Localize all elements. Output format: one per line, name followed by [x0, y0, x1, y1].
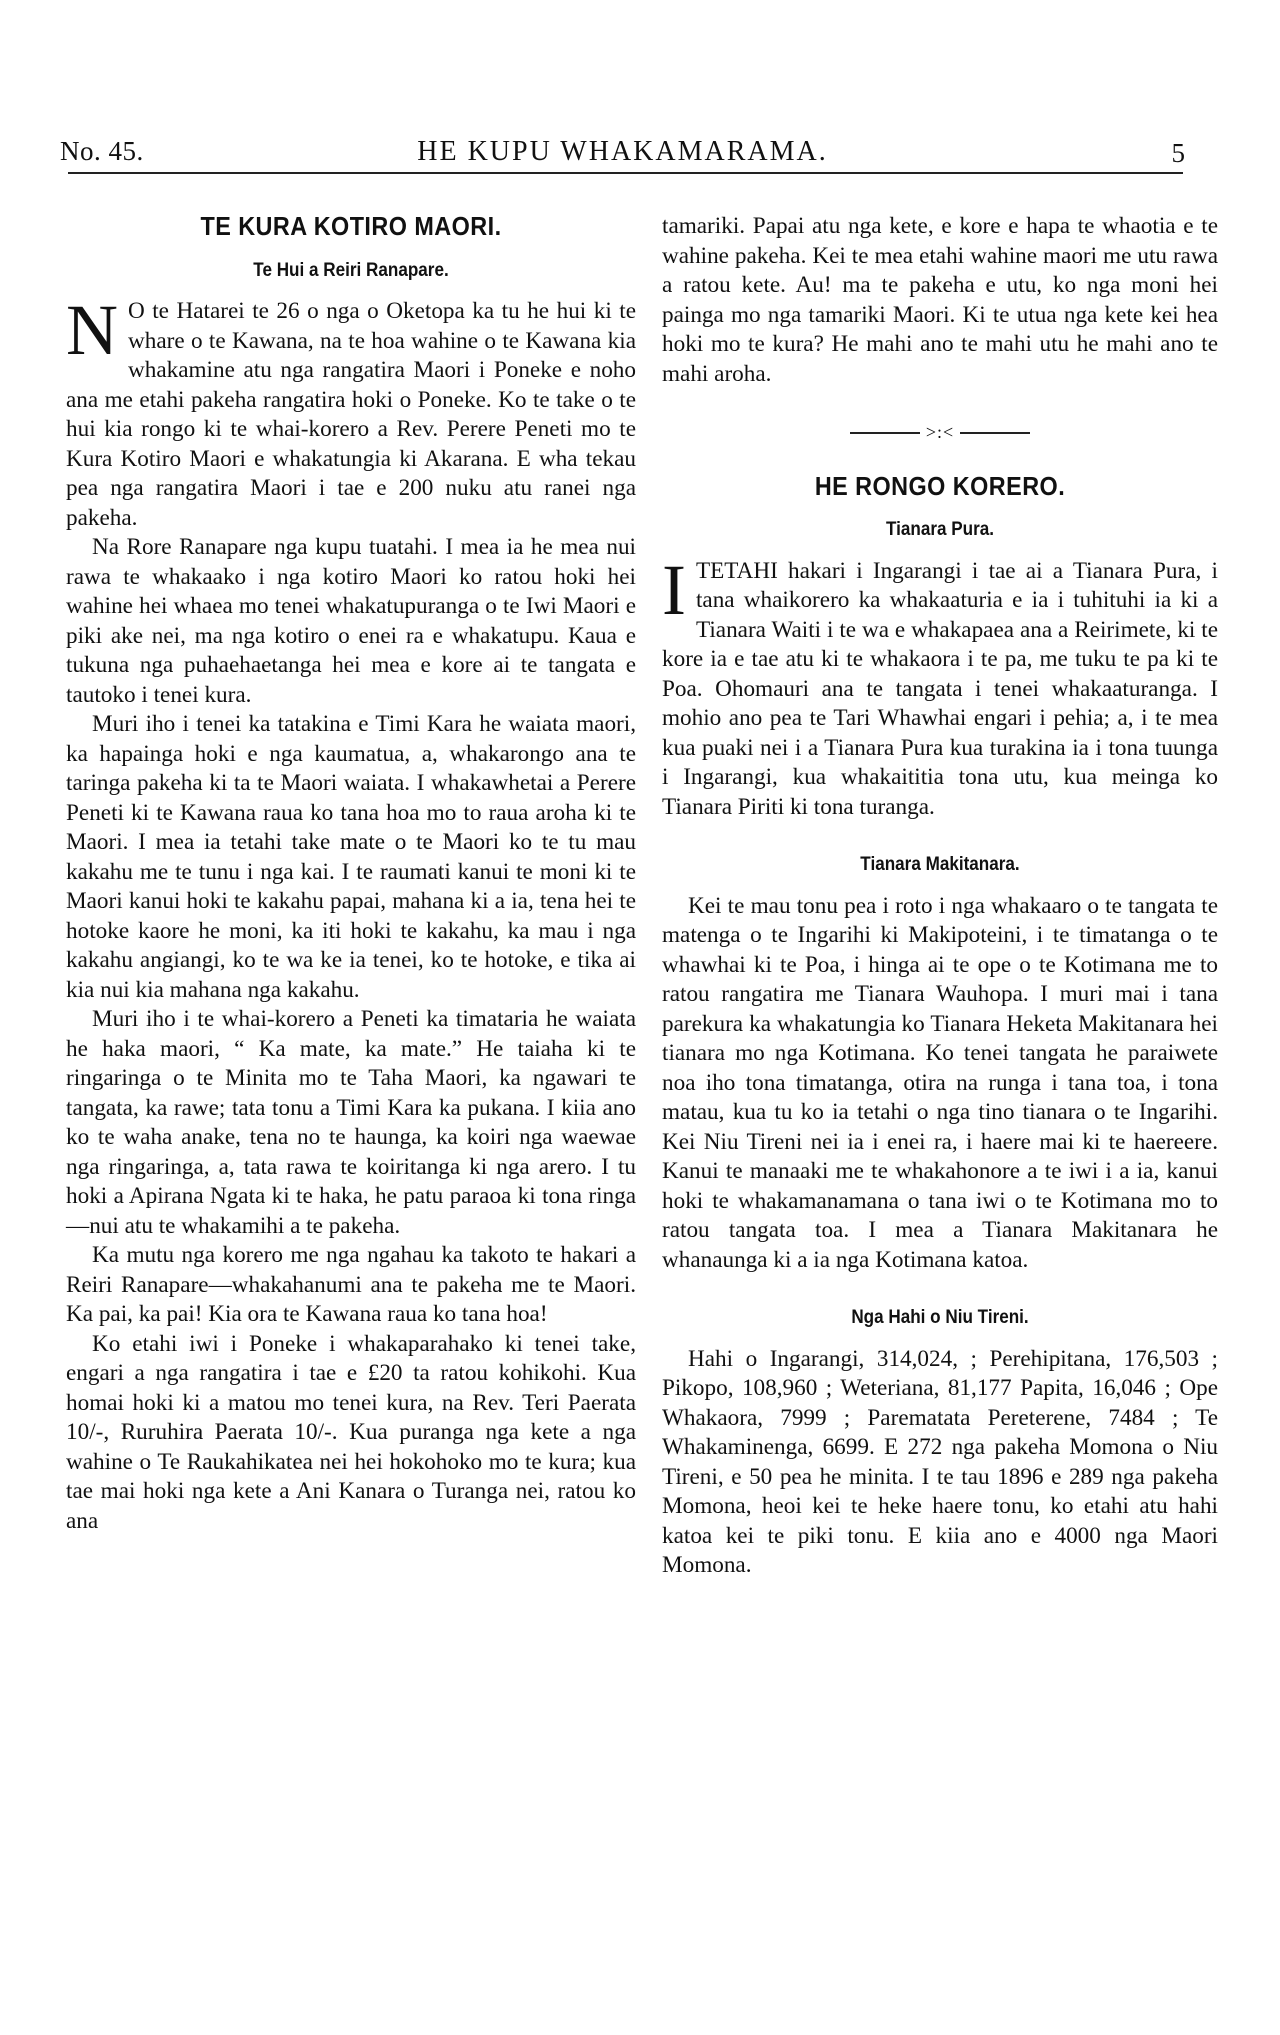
section-title: HE RONGO KORERO.: [814, 470, 1066, 501]
section-divider: [662, 417, 1218, 448]
article-paragraph: Ko etahi iwi i Poneke i whakaparahako ki tenei take, engari a nga rangatira i tae e £20 ta ratou kohikohi. Kua homai hoki ki a matou mo tenei kura, na Rev. Teri Paerata 10/-, Ruruhira Paerata 10/-. Kua puranga nga kete a nga wahine o Te Raukahikatea nei hei hokohoko mo te kura; kua tae mai hoki nga kete a Ani Kanara o Turanga nei, ratou ko ana: [66, 1330, 636, 1534]
article-subtitle: Te Hui a Reiri Ranapare.: [253, 259, 449, 281]
issue-number: No. 45.: [60, 136, 144, 166]
right-column: [662, 212, 1218, 1581]
article-paragraph: Na Rore Ranapare nga kupu tuatahi. I mea ia he mea nui rawa te whakaako i nga kotiro Maori ko ratou hoki hei wahine hei whaea mo tenei whakatupuranga o te Iwi Maori e piki ake nei, ma nga kotiro o enei ra e whakatupu. Kaua e tukuna nga puhaehaetanga hei mea e kore ai te tangata e tautoko i tenei kura.: [66, 534, 636, 708]
continued-paragraph: tamariki. Papai atu nga kete, e kore e hapa te whaotia e te wahine pakeha. Kei te mea etahi wahine maori me utu rawa a ratou kete. Au! ma te pakeha e utu, ko nga moni hei painga mo nga tamariki Maori. Ki te utua nga kete kei hea hoki mo te kura? He mahi ano te mahi utu he mahi ano te mahi aroha.: [662, 213, 1218, 387]
article-paragraph: N O te Hatarei te 26 o nga o Oketopa ka tu he hui ki te whare o te Kawana, na te hoa wahine o te Kawana kia whakamine atu nga rangatira Maori i Poneke e noho ana me etahi pakeha rangatira hoki o Poneke. Ko te take o te hui kia rongo ki te whai-korero a Rev. Perere Peneti mo te Kura Kotiro Maori e whakatungia ki Akarana. E wha tekau pea nga rangatira Maori i tae e 200 nuku atu ranei nga pakeha.: [66, 290, 636, 531]
article-paragraph: Muri iho i tenei ka tatakina e Timi Kara he waiata maori, ka hapainga hoki e nga kaumatua, a, whakarongo ana te taringa pakeha ki ta te Maori waiata. I whakawhetai a Perere Peneti ki te Kawana raua ko tana hoa mo to raua aroha ki te Maori. I mea ia tetahi take mate o te Maori ko te tu mau kakahu me te tunu i nga kai. I te raumati kanui te moni ki te Maori kanui hoki te kakahu papai, mahana ki a ia, tena hei te hotoke kaore he moni, ka iti hoki te kakahu, ka mau i nga kakahu angiangi, ko te wa ke ia tenei, ko te hotoke, e tika ai kia nui kia mahana nga kakahu.: [66, 711, 636, 1003]
publication-title: HE KUPU WHAKAMARAMA.: [417, 136, 828, 167]
news-paragraph: Kei te mau tonu pea i roto i nga whakaaro o te tangata te matenga o te Ingarihi ki Makipoteini, i te timatanga o te whawhai ki te Poa, i hinga ai te ope o te Kotimana me to ratou rangatira me Tianara Wauhopa. I muri mai i tana parekura ka whakatungia ko Tianara Heketa Makitanara hei tianara mo nga Kotimana. Ko tenei tangata he paraiwete noa iho tona timatanga, otira na runga i tana toa, i tona matau, kua tu ko ia tetahi o nga tino tianara o te Ingarihi. Kei Niu Tireni nei ia i enei ra, i haere mai ki te haereere. Kanui te manaaki me te whakahonore a te iwi i a ia, kanui hoki te whakamanamana o tana iwi o te Kotimana mo to ratou tangata toa. I mea a Tianara Makitanara he whanaunga ki a ia nga Kotimana katoa.: [662, 892, 1218, 1273]
article-paragraph: Muri iho i te whai-korero a Peneti ka timataria he waiata he haka maori, “ Ka mate, ka mate.” He taiaha ki te ringaringa o te Minita mo te Taha Maori, ka ngawari te tangata, ka rawe; tata tonu a Timi Kara ka pukana. I kiia ano ko te waha anake, tena no te haunga, ka koiri nga waewae nga ringaringa, a, tata rawa te koiritanga ki nga arero. I tu hoki a Apirana Ngata ki te haka, he patu paraoa ki tona ringa—nui atu te whakamihi a te pakeha.: [66, 1006, 636, 1239]
news-paragraph: ITETAHI hakari i Ingarangi i tae ai a Tianara Pura, i tana whaikorero ka whakaaturia e ia i tuhituhi ia ki a Tianara Waiti i te wa e whakapaea ana a Reirimete, ki te kore ia e tae atu ki te whakaora i te pa, me tuku te pa ki te Poa. Ohomauri ana te tangata i tenei whakaaturanga. I mohio ano pea te Tari Whawhai engari i pehia; a, i te mea kua puaki nei i a Tianara Pura kua turakina ia i tona tuunga i Ingarangi, kua whakaititia tona utu, kua meinga ko Tianara Piriti ki tona turanga.: [662, 549, 1218, 820]
news-heading: Tianara Pura.: [885, 519, 995, 541]
news-heading: Tianara Makitanara.: [860, 854, 1020, 876]
page-number: 5: [1171, 138, 1185, 168]
article-title: TE KURA KOTIRO MAORI.: [200, 211, 502, 241]
news-heading: Nga Hahi o Niu Tireni.: [851, 1307, 1029, 1329]
article-paragraph: Ka mutu nga korero me nga ngahau ka takoto te hakari a Reiri Ranapare—whakahanumi ana te pakeha me te Maori. Ka pai, ka pai! Kia ora te Kawana raua ko tana hoa!: [66, 1242, 636, 1327]
drop-cap: I: [662, 549, 686, 630]
running-head: [60, 136, 1185, 176]
divider-line: [960, 432, 1030, 434]
divider-line: [850, 432, 920, 434]
drop-cap: N: [66, 290, 118, 370]
header-rule: [68, 172, 1183, 174]
left-column: [66, 190, 636, 1536]
ornament-icon: >:<: [925, 422, 955, 443]
news-paragraph: Hahi o Ingarangi, 314,024, ; Perehipitana, 176,503 ; Pikopo, 108,960 ; Weteriana, 81,177 Papita, 16,046 ; Ope Whakaora, 7999 ; Parematata Pereterene, 7484 ; Te Whakaminenga, 6699. E 272 nga pakeha Momona o Niu Tireni, e 50 pea he minita. I te tau 1896 e 289 nga pakeha Momona, heoi kei te heke haere tonu, ko etahi atu hahi katoa kei te piki tonu. E kiia ano e 4000 nga Maori Momona.: [662, 1345, 1218, 1579]
